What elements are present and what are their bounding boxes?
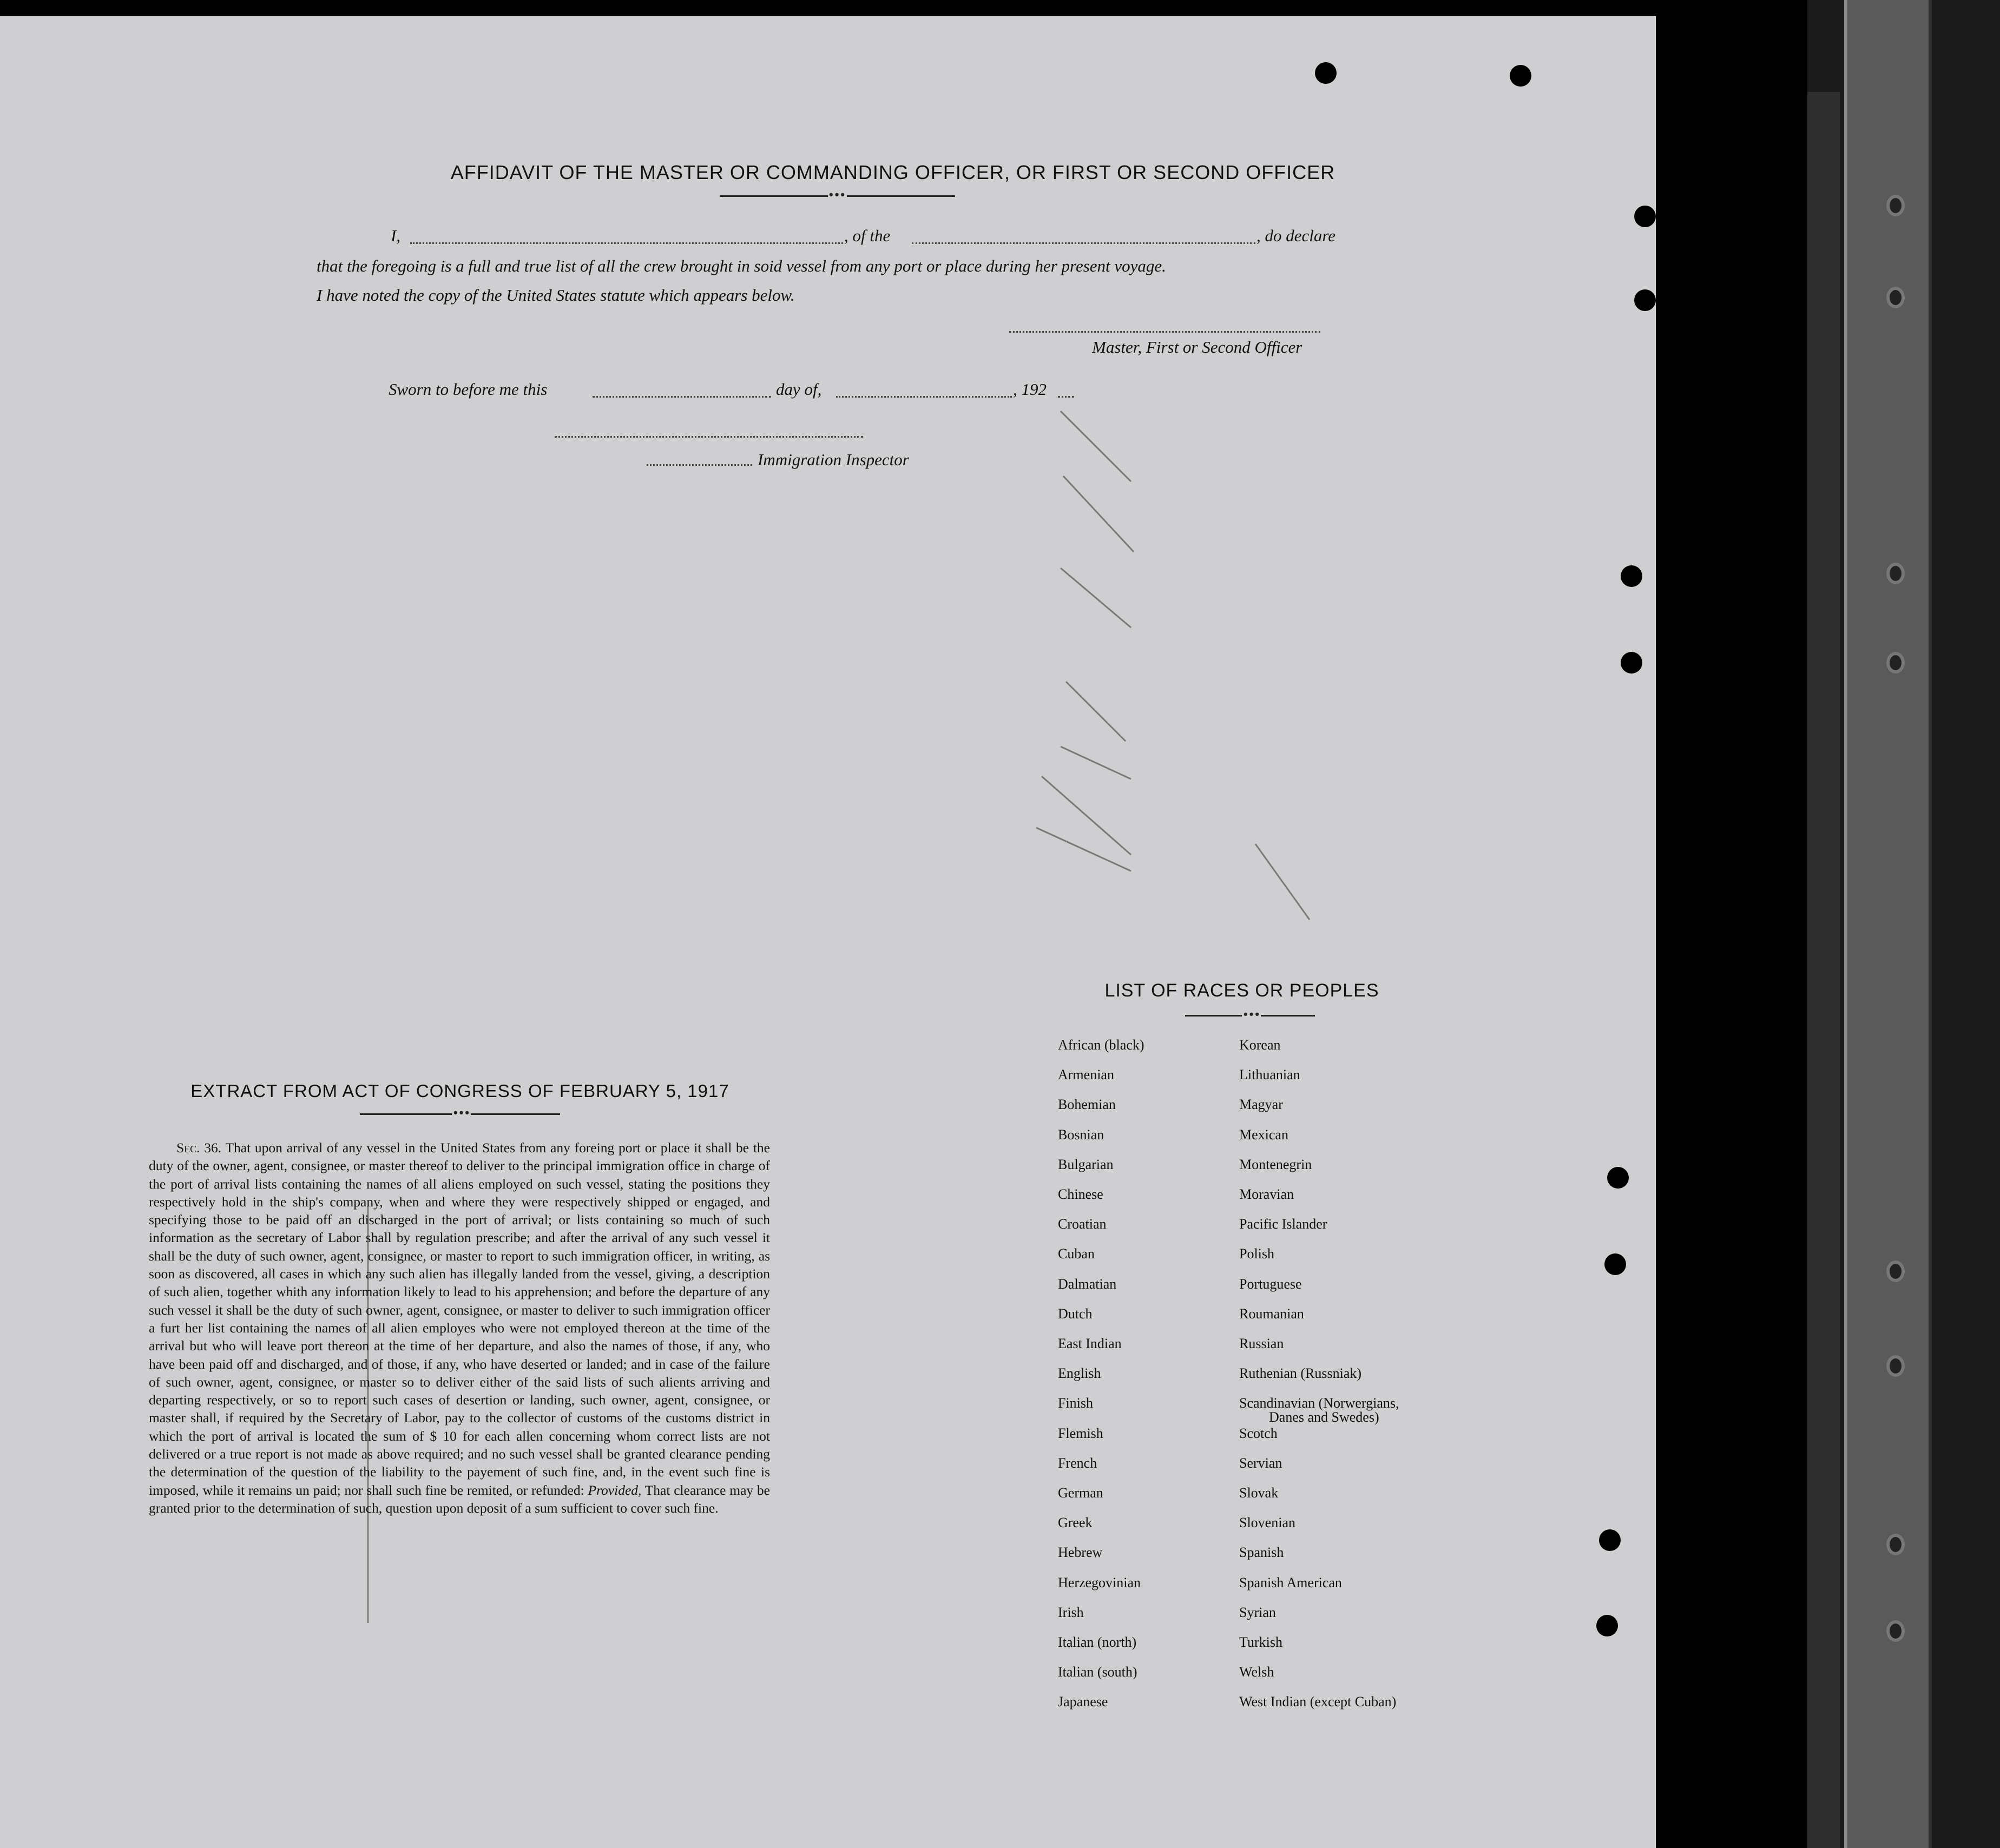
master-signature-label: Master, First or Second Officer <box>1092 338 1302 357</box>
race-item: Danes and Swedes) <box>1269 1409 1379 1425</box>
race-item: Herzegovinian <box>1058 1574 1141 1590</box>
race-item: Servian <box>1239 1455 1282 1471</box>
race-item: Scotch <box>1239 1425 1278 1441</box>
race-item: Mexican <box>1239 1126 1288 1143</box>
pencil-tick-7 <box>1036 828 1131 871</box>
race-item: Russian <box>1239 1336 1284 1351</box>
race-item: East Indian <box>1058 1336 1122 1351</box>
master-signature-field[interactable] <box>1009 331 1320 333</box>
declare-suffix: , do declare <box>1256 226 1336 245</box>
race-item: Slovak <box>1239 1485 1279 1501</box>
race-item: Bohemian <box>1058 1097 1116 1113</box>
race-item: Bosnian <box>1058 1126 1104 1143</box>
pencil-tick-1 <box>1061 411 1131 481</box>
extract-title-ornament: ••• <box>453 1106 471 1119</box>
section-label: Sec. 36. <box>176 1140 222 1156</box>
vessel-name-field[interactable] <box>912 242 1255 244</box>
race-item: Ruthenian (Russniak) <box>1239 1365 1362 1382</box>
pencil-tick-4 <box>1066 682 1126 741</box>
race-item: Flemish <box>1058 1425 1103 1441</box>
race-item: Chinese <box>1058 1186 1103 1202</box>
extract-title-rule-right <box>471 1113 560 1115</box>
race-item: Cuban <box>1058 1246 1095 1262</box>
race-item: Greek <box>1058 1515 1093 1531</box>
pencil-tick-5 <box>1061 747 1131 779</box>
affidavit-line-2: that the foregoing is a full and true list of all the crew brought in soid vessel from any port or place during her present voyage. <box>317 256 1166 275</box>
races-title-ornament: ••• <box>1244 1007 1261 1021</box>
race-item: Magyar <box>1239 1097 1283 1113</box>
affidavit-title-ornament: ••• <box>829 188 847 201</box>
declarant-name-field[interactable] <box>410 242 843 244</box>
pencil-tick-8 <box>1255 844 1310 920</box>
race-item: Dutch <box>1058 1305 1093 1322</box>
day-of-label: day of, <box>776 380 822 399</box>
race-item: Turkish <box>1239 1634 1282 1650</box>
race-item: Syrian <box>1239 1604 1276 1620</box>
race-item: African (black) <box>1058 1037 1144 1053</box>
pencil-tick-2 <box>1063 476 1134 552</box>
race-item: English <box>1058 1365 1101 1382</box>
races-title-rule-left <box>1185 1015 1242 1017</box>
sworn-label: Sworn to before me this <box>389 380 548 399</box>
race-item: Spanish American <box>1239 1574 1342 1590</box>
affidavit-title: AFFIDAVIT OF THE MASTER OR COMMANDING OFFICER, OR FIRST OR SECOND OFFICER <box>450 161 1335 183</box>
race-item: Bulgarian <box>1058 1156 1114 1172</box>
race-item: Scandinavian (Norwergians, <box>1239 1395 1399 1411</box>
races-title: LIST OF RACES OR PEOPLES <box>1104 980 1379 1001</box>
inspector-label: Immigration Inspector <box>758 450 909 469</box>
race-item: German <box>1058 1485 1103 1501</box>
race-item: Italian (south) <box>1058 1664 1137 1680</box>
race-item: Pacific Islander <box>1239 1216 1327 1232</box>
race-item: West Indian (except Cuban) <box>1239 1694 1397 1710</box>
declarant-prefix: I, <box>391 226 401 245</box>
race-item: Korean <box>1239 1037 1281 1053</box>
race-item: Italian (north) <box>1058 1634 1137 1650</box>
race-item: Lithuanian <box>1239 1067 1300 1083</box>
proviso-word: Provided, <box>588 1482 642 1498</box>
race-item: Dalmatian <box>1058 1276 1117 1292</box>
affidavit-title-rule-left <box>720 195 828 197</box>
race-item: Roumanian <box>1239 1305 1304 1322</box>
section-proviso: That clearance may be granted prior to the determination of such, question upon deposit of a sum sufficient to cover such fine. <box>149 1482 770 1516</box>
inspector-signature-field[interactable] <box>647 464 752 466</box>
race-item: French <box>1058 1455 1097 1471</box>
affidavit-line-3: I have noted the copy of the United States statute which appears below. <box>317 286 795 305</box>
race-item: Croatian <box>1058 1216 1107 1232</box>
sworn-year-field[interactable] <box>1058 396 1074 398</box>
sworn-day-field[interactable] <box>593 396 771 398</box>
pencil-tick-3 <box>1061 568 1131 628</box>
race-item: Montenegrin <box>1239 1156 1312 1172</box>
race-item: Moravian <box>1239 1186 1294 1202</box>
section-36-text <box>149 1139 770 1517</box>
section-body: That upon arrival of any vessel in the United States from any foreing port or place it shall be the duty of the owner, agent, consignee, or master thereof to deliver to the principal immigration office in charge of the port of arrival lists containing the names of all aliens employed on such vessel, stating the positions they respectively hold in the ship's company, when and where they were respectively shipped or engaged, and specifying those to be paid off an discharged in the port of arrival; or lists containing so much of such information as the secretary of Labor shall by regulation prescribe; and after the arrival of any such vessel it shall be the duty of such owner, agent, consignee, or master to report to such immigration officer, in writing, as soon as discovered, all cases in which any such alien has illegally landed from the vessel, giving, a description of such alien, together whith any information likely to lead to his apprehension; and before the departure of any such vessel it shall be the duty of such owner, agent, consignee, or master to deliver to such immigration officer a furt her list containing the names of all alien employes who were not employed thereon at the time of the arrival but who will leave port thereon at the time of her departure, and also the names of those, if any, who have been paid off and discharged, and of those, if any, who have deserted or landed; and in case of the failure of such owner, agent, consignee, or master so to deliver either of the said lists of such alients arriving and departing respectively, or so to report such cases of desertion or landing, such owner, agent, consignee, or master shall, if required by the Secretary of Labor, pay to the collector of customs of the customs district in which the port of arrival is located the sum of $ 10 for each allen concerning whom correct lists are not delivered or a true report is not made as above required; and no such vessel shall be granted clearance pending the determination of the question of the liability to the payement of such fine, and, in the event such fine is imposed, while it remains un paid; nor shall such fine be remited, or refunded: <box>149 1140 770 1498</box>
extract-title-rule-left <box>360 1113 452 1115</box>
race-item: Finish <box>1058 1395 1094 1411</box>
extract-title: EXTRACT FROM ACT OF CONGRESS OF FEBRUARY 5, 1917 <box>190 1081 729 1101</box>
race-item: Armenian <box>1058 1067 1114 1083</box>
race-item: Irish <box>1058 1604 1084 1620</box>
race-item: Japanese <box>1058 1694 1108 1710</box>
sworn-month-field[interactable] <box>836 396 1012 398</box>
race-item: Welsh <box>1239 1664 1274 1680</box>
vessel-prefix: , of the <box>844 226 891 245</box>
year-prefix: , 192 <box>1013 380 1047 399</box>
races-title-rule-right <box>1261 1015 1315 1017</box>
race-item: Slovenian <box>1239 1515 1295 1531</box>
race-item: Hebrew <box>1058 1545 1103 1561</box>
inspector-signature-field-top[interactable] <box>555 436 863 438</box>
affidavit-title-rule-right <box>847 195 955 197</box>
race-item: Polish <box>1239 1246 1275 1262</box>
pencil-tick-6 <box>1042 776 1131 855</box>
race-item: Portuguese <box>1239 1276 1302 1292</box>
race-item: Spanish <box>1239 1545 1284 1561</box>
